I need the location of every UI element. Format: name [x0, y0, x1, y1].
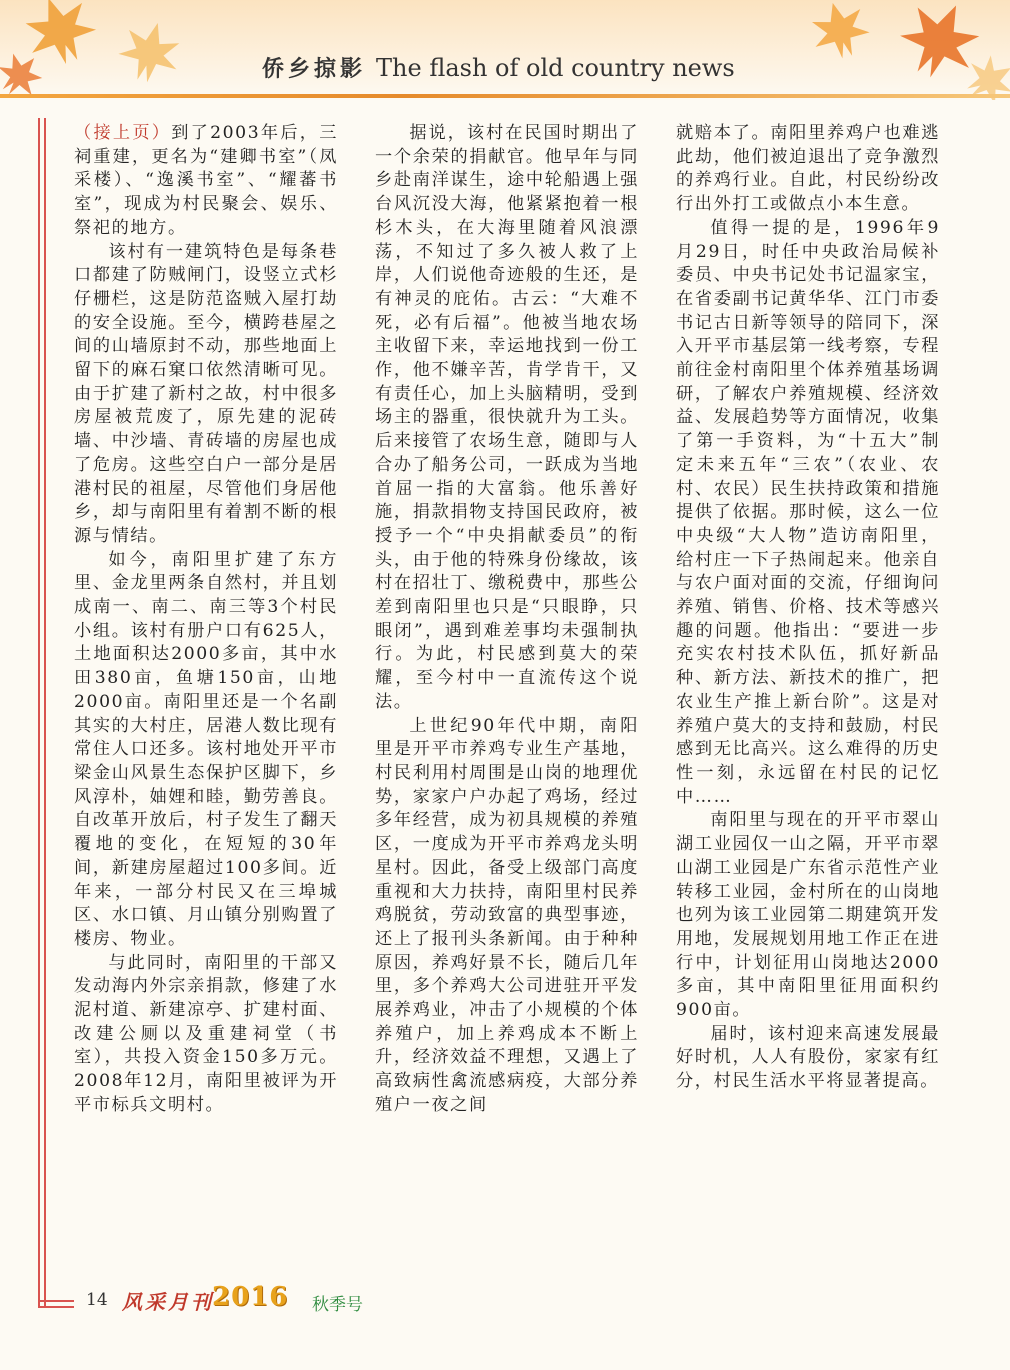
page-number: 14	[86, 1290, 108, 1310]
magazine-year: 2016	[212, 1282, 289, 1312]
page-footer	[0, 1282, 1010, 1322]
footer-divider	[38, 1300, 74, 1308]
header-divider	[0, 94, 1010, 98]
paragraph: 据说，该村在民国时期出了一个余荣的捐献官。他早年与同乡赴南洋谋生，途中轮船遇上强台风沉没大海，他紧紧抱着一根杉木头，在大海里随着风浪漂荡，不知过了多久被人救了上岸，人们说他奇迹般的生还，是有神灵的庇佑。古云：“大难不死，必有后福”。他被当地农场主收留下来，幸运地找到一份工作，他不嫌辛苦，肯学肯干，又有责任心，加上头脑精明，受到场主的器重，很快就升为工头。后来接管了农场生意，随即与人合办了船务公司，一跃成为当地首屈一指的大富翁。他乐善好施，捐款捐物支持国民政府，被授予一个“中央捐献委员”的衔头，由于他的特殊身份缘故，该村在招壮丁、缴税费中，那些公差到南阳里也只是“只眼睁，只眼闭”，遇到难差事均未强制执行。为此，村民感到莫大的荣耀，至今村中一直流传这个说法。	[375, 123, 639, 712]
autumn-leaves-right-icon	[710, 0, 1010, 100]
maple-leaf-icon	[113, 15, 186, 88]
paragraph-text: 到了2003年后，三祠重建，更名为“建卿书室”（凤采楼）、“逸溪书室”、“耀蕃书室”，现成为村民聚会、娱乐、祭祀的地方。	[74, 123, 338, 238]
paragraph: 如今，南阳里扩建了东方里、金龙里两条自然村，并且划成南一、南二、南三等3个村民小组。该村有册户口有625人，土地面积达2000多亩，其中水田380亩，鱼塘150亩，山地2000亩。南阳里还是一个名副其实的大村庄，居港人数比现有常住人口还多。该村地处开平市梁金山风景生态保护区脚下，乡风淳朴，妯娌和睦，勤劳善良。自改革开放后，村子发生了翻天覆地的变化，在短短的30年间，新建房屋超过100多间。近年来，一部分村民又在三埠城区、水口镇、月山镇分别购置了楼房、物业。	[74, 549, 338, 949]
continued-marker: （接上页）	[74, 123, 172, 143]
article-column-3	[676, 122, 940, 1094]
autumn-leaves-left-icon	[0, 0, 260, 100]
section-title	[262, 52, 735, 88]
maple-leaf-icon	[890, 0, 991, 90]
maple-leaf-icon	[806, 0, 875, 64]
maple-leaf-icon	[0, 44, 51, 100]
paragraph: 届时，该村迎来高速发展最好时机，人人有股份，家家有红分，村民生活水平将显著提高。	[676, 1023, 940, 1092]
maple-leaf-icon	[957, 47, 1010, 100]
article-column-2	[375, 122, 639, 1118]
article-column-1	[74, 122, 338, 1118]
paragraph: 值得一提的是，1996年9月29日，时任中央政治局候补委员、中央书记处书记温家宝，在省委副书记黄华华、江门市委书记古日新等领导的陪同下，深入开平市基层第一线考察，专程前往金村南阳里个体养殖基场调研，了解农户养殖规模、经济效益、发展趋势等方面情况，收集了第一手资料，为“十五大”制定未来五年“三农”（农业、农村、农民）民生扶持政策和措施提供了依据。那时候，这么一位中央级“大人物”造访南阳里，给村庄一下子热闹起来。他亲自与农户面对面的交流，仔细询问养殖、销售、价格、技术等感兴趣的问题。他指出：“要进一步充实农村技术队伍，抓好新品种、新方法、新技术的推广，把农业生产推上新台阶”。这是对养殖户莫大的支持和鼓励，村民感到无比高兴。这么难得的历史性一刻，永远留在村民的记忆中……	[676, 217, 940, 807]
paragraph: 上世纪90年代中期，南阳里是开平市养鸡专业生产基地，村民利用村周围是山岗的地理优势，家家户户办起了鸡场，经过多年经营，成为初具规模的养殖区，一度成为开平市养鸡龙头明星村。因此，备受上级部门高度重视和大力扶持，南阳里村民养鸡脱贫，劳动致富的典型事迹，还上了报刊头条新闻。由于种种原因，养鸡好景不长，随后几年里，多个养鸡大公司进驻开平发展养鸡业，冲击了小规模的个体养殖户，加上养鸡成本不断上升，经济效益不理想，又遇上了高致病性禽流感病疫，大部分养殖户一夜之间	[375, 715, 639, 1115]
page-header	[0, 0, 1010, 100]
left-margin-rule	[38, 118, 46, 1306]
paragraph: 就赔本了。南阳里养鸡户也难逃此劫，他们被迫退出了竞争激烈的养鸡行业。自此，村民纷纷改行出外打工或做点小本生意。	[676, 123, 940, 215]
issue-label: 秋季号	[312, 1295, 363, 1315]
paragraph: 该村有一建筑特色是每条巷口都建了防贼闸门，设竖立式杉仔栅栏，这是防范盗贼入屋打劫的安全设施。至今，横跨巷屋之间的山墙原封不动，那些地面上留下的麻石窠口依然清晰可见。由于扩建了新村之故，村中很多房屋被荒废了，原先建的泥砖墙、中沙墙、青砖墙的房屋也成了危房。这些空白户一部分是居港村民的祖屋，尽管他们身居他乡，却与南阳里有着割不断的根源与情结。	[74, 241, 338, 546]
paragraph	[74, 122, 338, 241]
section-title-en: The flash of old country news	[376, 54, 735, 82]
magazine-name: 风采月刊	[122, 1290, 214, 1314]
paragraph: 南阳里与现在的开平市翠山湖工业园仅一山之隔，开平市翠山湖工业园是广东省示范性产业转移工业园，金村所在的山岗地也列为该工业园第二期建筑开发用地，发展规划用地工作正在进行中，计划征用山岗地达2000多亩，其中南阳里征用面积约900亩。	[676, 810, 940, 1021]
paragraph: 与此同时，南阳里的干部又发动海内外宗亲捐款，修建了水泥村道、新建凉亭、扩建村面、改建公厕以及重建祠堂（书室），共投入资金150多万元。2008年12月，南阳里被评为开平市标兵文明村。	[74, 952, 338, 1115]
section-title-cn: 侨乡掠影	[262, 56, 367, 82]
